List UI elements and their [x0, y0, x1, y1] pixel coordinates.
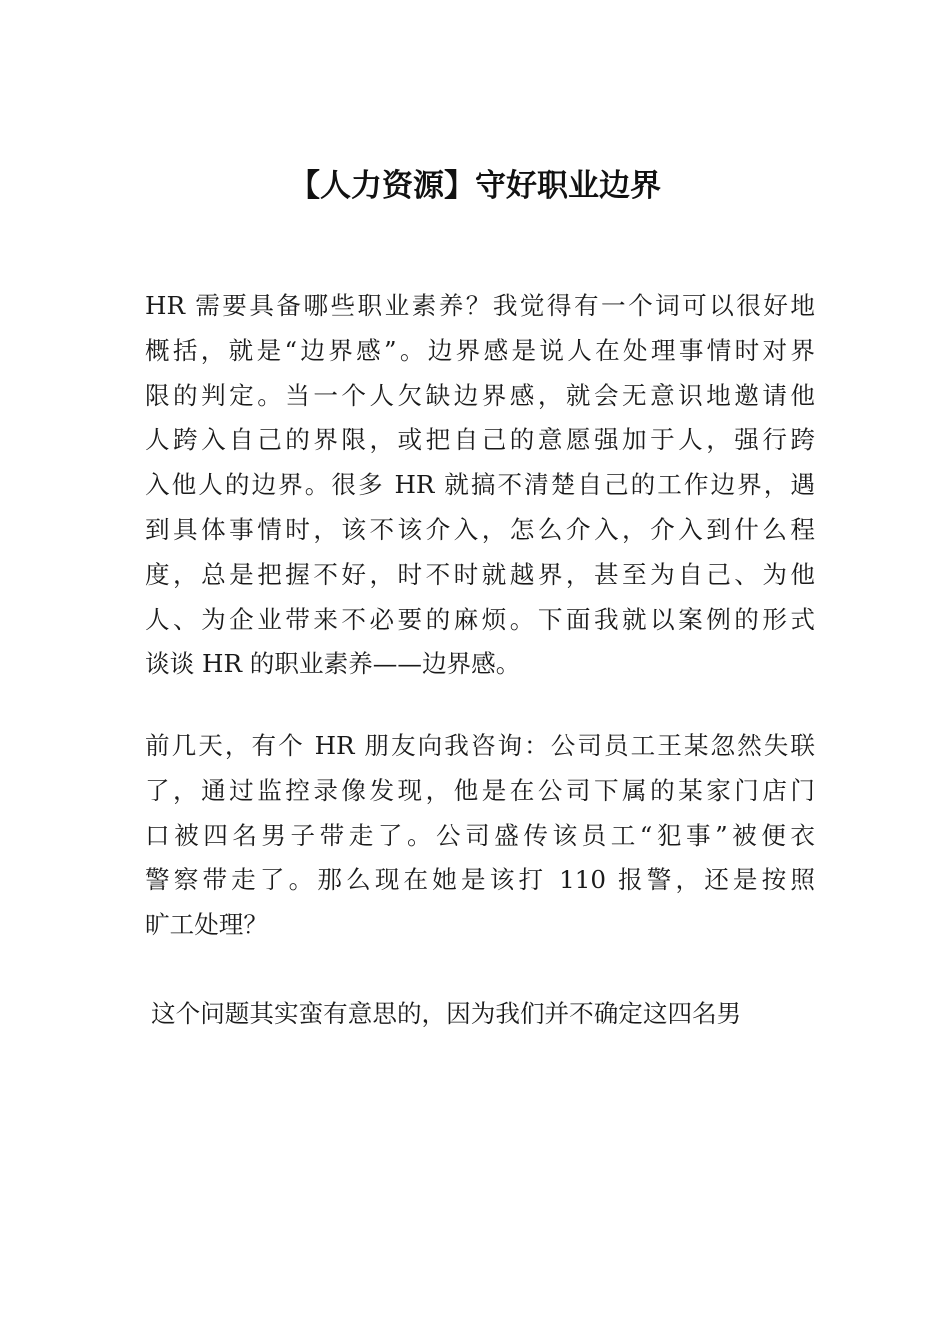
- paragraph-line: 旷工处理？: [145, 910, 268, 940]
- paragraph-line: 这个问题其实蛮有意思的，因为我们并不确定这四名男: [151, 999, 742, 1028]
- paragraph-3: [151, 992, 821, 1037]
- paragraph-line: 前几天，有个 HR 朋友向我咨询：公司员工王某忽然失联: [145, 731, 815, 760]
- paragraph-1: [145, 284, 815, 687]
- paragraph-line: 入他人的边界。很多 HR 就搞不清楚自己的工作边界，遇: [145, 470, 815, 500]
- paragraph-line: 了，通过监控录像发现，他是在公司下属的某家门店门: [145, 775, 815, 805]
- paragraph-2: [145, 724, 815, 948]
- paragraph-line: 概括，就是“边界感”。边界感是说人在处理事情时对界: [145, 335, 815, 365]
- paragraph-line: 口被四名男子带走了。公司盛传该员工“犯事”被便衣: [145, 820, 815, 850]
- paragraph-line: 人跨入自己的界限，或把自己的意愿强加于人，强行跨: [145, 425, 815, 455]
- paragraph-line: 谈谈 HR 的职业素养——边界感。: [145, 649, 521, 679]
- paragraph-line: 度，总是把握不好，时不时就越界，甚至为自己、为他: [145, 559, 815, 589]
- paragraph-line: 限的判定。当一个人欠缺边界感，就会无意识地邀请他: [145, 380, 815, 410]
- paragraph-line: HR 需要具备哪些职业素养？我觉得有一个词可以很好地: [145, 291, 815, 320]
- document-title: 【人力资源】守好职业边界: [289, 168, 661, 204]
- paragraph-line: 人、为企业带来不必要的麻烦。下面我就以案例的形式: [145, 604, 815, 634]
- paragraph-line: 到具体事情时，该不该介入，怎么介入，介入到什么程: [145, 514, 815, 544]
- paragraph-line: 警察带走了。那么现在她是该打 110 报警，还是按照: [145, 865, 815, 895]
